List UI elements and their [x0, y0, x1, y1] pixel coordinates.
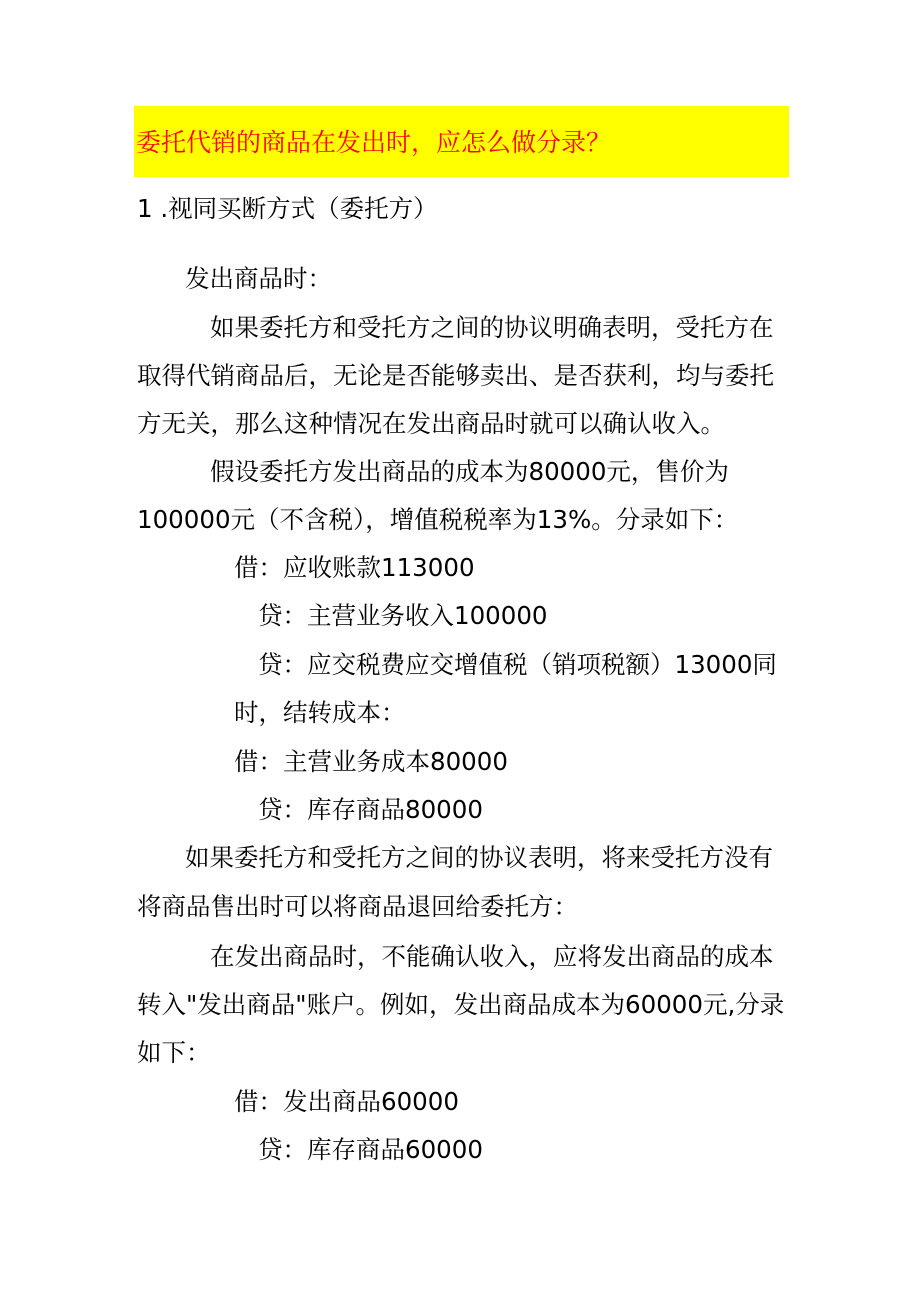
- journal-entry-line: 贷：主营业务收入100000: [258, 601, 548, 630]
- paragraph-line: 假设委托方发出商品的成本为80000元，售价为: [210, 457, 729, 486]
- paragraph-line: 时，结转成本：: [234, 698, 406, 727]
- paragraph-line: 100000元（不含税），增值税税率为13%。分录如下：: [137, 505, 739, 534]
- paragraph-line: 如果委托方和受托方之间的协议表明，将来受托方没有: [185, 843, 773, 872]
- paragraph-line: 如果委托方和受托方之间的协议明确表明，受托方在: [210, 313, 774, 342]
- document-title: 委托代销的商品在发出时，应怎么做分录？: [136, 128, 612, 157]
- section-heading: 1 .视同买断方式（委托方）: [137, 194, 438, 223]
- journal-entry-line: 借：发出商品60000: [234, 1087, 459, 1116]
- journal-entry-line: 贷：库存商品60000: [258, 1135, 483, 1164]
- journal-entry-line: 借：应收账款113000: [234, 553, 475, 582]
- title-highlight: [134, 106, 789, 177]
- paragraph-line: 将商品售出时可以将商品退回给委托方：: [137, 892, 578, 921]
- journal-entry-line: 贷：应交税费应交增值税（销项税额）13000同: [258, 650, 777, 679]
- paragraph-line: 如下：: [137, 1038, 211, 1067]
- journal-entry-line: 借：主营业务成本80000: [234, 747, 508, 776]
- paragraph-line: 在发出商品时，不能确认收入，应将发出商品的成本: [210, 942, 774, 971]
- paragraph-line: 发出商品时：: [185, 264, 332, 293]
- paragraph-line: 转入"发出商品"账户。例如，发出商品成本为60000元,分录: [137, 990, 785, 1019]
- paragraph-line: 方无关，那么这种情况在发出商品时就可以确认收入。: [137, 409, 725, 438]
- journal-entry-line: 贷：库存商品80000: [258, 795, 483, 824]
- paragraph-line: 取得代销商品后，无论是否能够卖出、是否获利，均与委托: [137, 361, 774, 390]
